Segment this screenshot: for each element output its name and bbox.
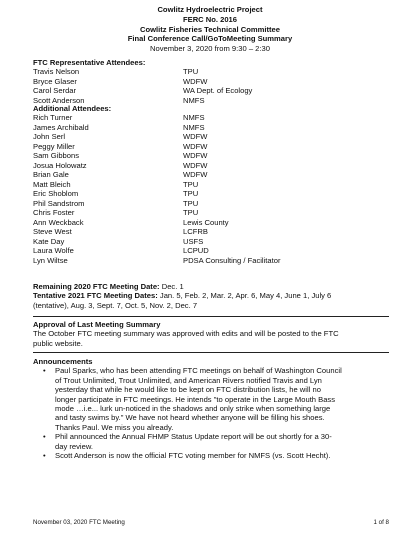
attendee-org: WDFW — [183, 141, 208, 151]
attendee-row — [33, 179, 199, 190]
attendee-row — [33, 86, 253, 96]
attendee-org: NMFS — [183, 122, 205, 132]
attendee-row — [33, 189, 199, 199]
announcement-line: mode …i.e... lurk un-noticed in the shadows and only strike when something large — [55, 404, 331, 414]
attendee-name: Lyn Wiltse — [33, 255, 68, 265]
attendee-row — [33, 67, 199, 77]
attendee-row — [33, 265, 111, 275]
remaining-meeting-date — [33, 282, 331, 291]
attendee-name: Travis Nelson — [33, 67, 80, 77]
remaining-date-label: Remaining 2020 FTC Meeting Date: — [33, 282, 160, 291]
attendee-org: TPU — [183, 179, 199, 189]
attendee-row — [33, 246, 209, 256]
additional-attendees-section — [33, 104, 281, 275]
document-header — [0, 5, 420, 54]
attendee-row — [33, 122, 205, 133]
announcement-line: Scott Anderson is now the official FTC voting member for NMFS (vs. Scott Hecht). — [55, 451, 331, 461]
remaining-date-value: Dec. 1 — [161, 282, 184, 291]
attendee-org: WDFW — [183, 151, 208, 161]
footer-label: November 03, 2020 FTC Meeting — [33, 519, 125, 526]
announcement-line: Thanks Paul. We miss you already. — [55, 422, 174, 432]
bullet: • — [43, 366, 46, 376]
attendee-org: WDFW — [183, 160, 208, 170]
attendee-org: LCFRB — [183, 227, 208, 237]
approval-section — [33, 320, 339, 348]
attendee-row — [33, 76, 208, 87]
attendee-row — [33, 255, 281, 266]
tentative-dates-value: Jan. 5, Feb. 2, Mar. 2, Apr. 6, May 4, June 1, July 6 — [159, 291, 332, 301]
attendee-name: Sam Gibbons — [33, 151, 80, 161]
tentative-meeting-dates — [33, 291, 331, 300]
attendee-name: Kate Day — [33, 236, 65, 246]
attendee-org: LCPUD — [183, 246, 209, 256]
announcement-line: yesterday that while he would like to be kept on FTC distribution lists, he will no — [55, 385, 321, 395]
attendee-row — [33, 227, 208, 237]
announcement-item — [33, 432, 393, 451]
page-footer — [33, 519, 389, 526]
attendee-org: TPU — [183, 67, 199, 77]
attendee-name: John Serl — [33, 132, 66, 142]
meeting-title: Final Conference Call/GoToMeeting Summary — [127, 34, 293, 44]
attendee-row — [33, 208, 199, 218]
attendee-name: Matt Bleich — [33, 179, 71, 189]
section-divider — [33, 316, 389, 317]
project-title: Cowlitz Hydroelectric Project — [157, 5, 263, 14]
announcement-item — [33, 366, 393, 432]
attendee-org: WDFW — [183, 132, 208, 142]
additional-attendees-heading: Additional Attendees: — [33, 104, 112, 113]
announcement-line: day review. — [55, 441, 93, 451]
section-divider — [33, 352, 389, 353]
ferc-number: FERC No. 2016 — [182, 14, 238, 24]
attendee-name: Brian Gale — [33, 170, 69, 180]
announcements-section — [33, 357, 393, 460]
announcement-line: Paul Sparks, who has been attending FTC meetings on behalf of Washington Council — [55, 366, 342, 376]
meeting-date: November 3, 2020 from 9:30 – 2:30 — [150, 44, 270, 54]
attendee-row — [33, 217, 229, 228]
meeting-dates-section — [33, 282, 331, 310]
page-number: 1 of 8 — [373, 519, 389, 526]
approval-text: The October FTC meeting summary was approved with edits and will be posted to the FTC — [33, 329, 339, 339]
bullet: • — [43, 432, 46, 442]
announcement-item — [33, 451, 393, 460]
attendee-org: TPU — [183, 198, 199, 208]
attendee-org: WDFW — [183, 170, 208, 180]
attendee-org: Lewis County — [183, 217, 229, 227]
attendee-name: Ann Weckback — [33, 217, 84, 227]
attendee-org: PDSA Consulting / Facilitator — [183, 255, 281, 265]
tentative-meeting-dates-continued: (tentative), Aug. 3, Sept. 7, Oct. 5, Nov. 2, Dec. 7 — [33, 300, 198, 310]
approval-heading: Approval of Last Meeting Summary — [33, 320, 161, 329]
attendee-row — [33, 160, 208, 171]
tentative-dates-label: Tentative 2021 FTC Meeting Dates: — [33, 291, 158, 301]
attendee-row — [33, 141, 208, 152]
attendee-org: NMFS — [183, 113, 205, 123]
attendee-name: Phil Sandstrom — [33, 198, 85, 208]
attendee-row — [33, 170, 208, 180]
attendee-name: Josua Holowatz — [33, 160, 87, 170]
attendee-row — [33, 236, 204, 247]
announcement-line: of Trout Unlimited, Trout Unlimited, and American Rivers notified Travis and Lyn — [55, 375, 322, 385]
attendee-org: WA Dept. of Ecology — [183, 86, 253, 96]
attendee-org: TPU — [183, 208, 199, 218]
ftc-attendees-section — [33, 58, 253, 105]
announcement-line: longer participate in FTC meetings. He intends "to operate in the Large Mouth Bass — [55, 394, 336, 404]
attendee-name: Scott Anderson — [33, 95, 85, 105]
approval-text: public website. — [33, 338, 83, 348]
attendee-name: Chris Foster — [33, 208, 75, 218]
attendee-org: WDFW — [183, 76, 208, 86]
attendee-name: James Archibald — [33, 122, 89, 132]
committee-name: Cowlitz Fisheries Technical Committee — [140, 24, 280, 34]
announcements-heading: Announcements — [33, 357, 93, 366]
attendee-org: NMFS — [183, 95, 205, 105]
attendee-org: USFS — [183, 236, 204, 246]
attendee-org: TPU — [183, 189, 199, 199]
attendee-name: Rich Turner — [33, 113, 73, 123]
bullet: • — [43, 451, 46, 461]
attendee-name: Bryce Glaser — [33, 76, 77, 86]
attendee-row — [33, 132, 208, 142]
attendee-name: Laura Wolfe — [33, 246, 74, 256]
attendee-name: Peggy Miller — [33, 141, 75, 151]
attendee-name: Steve West — [33, 227, 72, 237]
attendee-name: Carol Serdar — [33, 86, 77, 96]
attendee-row — [33, 113, 205, 123]
attendee-row — [33, 198, 199, 209]
ftc-attendees-heading: FTC Representative Attendees: — [33, 58, 146, 67]
announcement-line: and tasty swims by." We have not heard whether anyone will be filling his shoes. — [55, 413, 325, 423]
announcement-line: Phil announced the Annual FHMP Status Update report will be out shortly for a 30- — [55, 432, 332, 442]
attendee-name: Eric Shoblom — [33, 189, 79, 199]
attendee-row — [33, 151, 208, 161]
